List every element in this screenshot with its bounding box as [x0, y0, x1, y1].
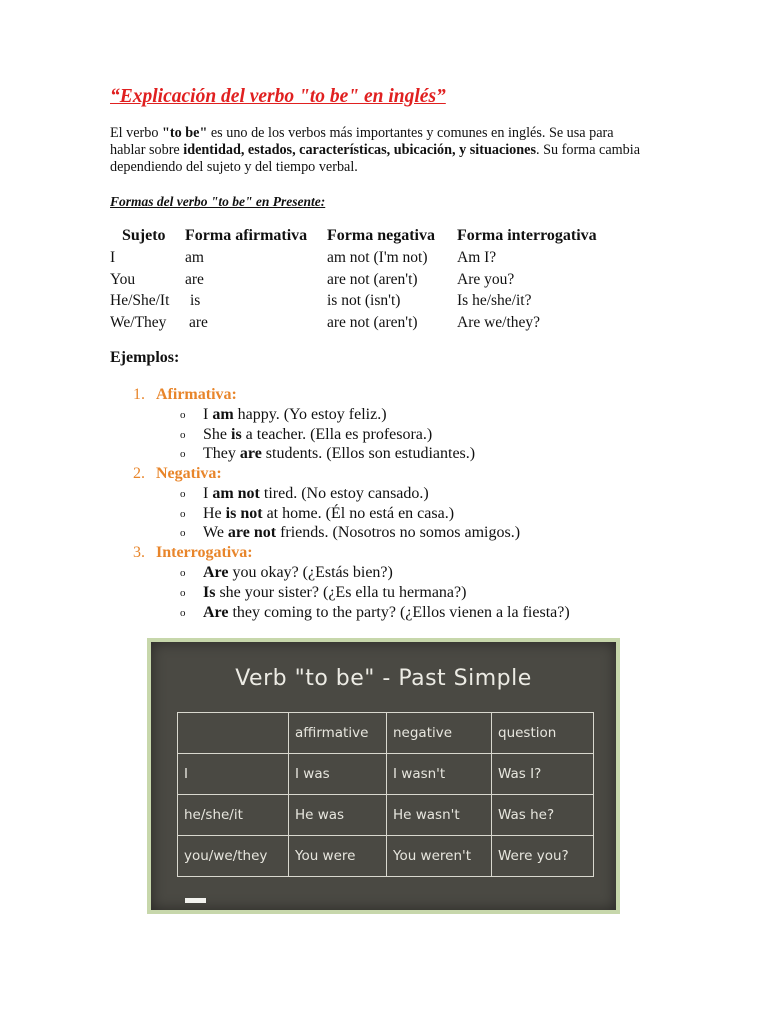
intro-text-2: es uno de los verbos más importantes y comunes en inglés. Se usa para hablar sobre — [110, 125, 614, 158]
conjugation-row — [110, 292, 670, 314]
table-row — [178, 836, 594, 877]
conjugation-row — [110, 314, 670, 336]
chalkboard-image — [147, 638, 620, 914]
example-text: she your sister? (¿Es ella tu hermana?) — [215, 583, 467, 601]
example-verb: Are — [203, 564, 229, 582]
cell-subject: We/They — [110, 313, 167, 331]
examples-heading: Ejemplos: — [110, 349, 180, 366]
intro-paragraph — [110, 125, 650, 176]
table-cell: Was he? — [492, 795, 594, 836]
example-text: I — [203, 406, 213, 423]
table-cell: I was — [289, 754, 387, 795]
category-number: 1. — [133, 386, 145, 403]
list-item — [110, 524, 690, 544]
example-text: a teacher. (Ella es profesora.) — [241, 425, 433, 443]
cell-subject: You — [110, 270, 136, 288]
table-cell: you/we/they — [178, 836, 289, 877]
cell-affirmative: are — [189, 313, 208, 331]
cell-interrogative: Is he/she/it? — [457, 292, 532, 309]
table-header-cell: negative — [387, 713, 492, 754]
conjugation-row — [110, 271, 670, 293]
table-header-cell: question — [492, 713, 594, 754]
example-verb: is — [231, 425, 242, 443]
table-cell: You weren't — [387, 836, 492, 877]
bullet-icon: o — [180, 428, 186, 441]
chalk-piece — [185, 898, 206, 903]
example-text: He — [203, 504, 226, 522]
table-cell: He was — [289, 795, 387, 836]
table-cell: Was I? — [492, 754, 594, 795]
category-label: Negativa: — [156, 465, 222, 483]
example-verb: am — [212, 406, 234, 423]
example-category — [110, 544, 690, 564]
bullet-icon: o — [180, 567, 186, 580]
table-header-cell — [178, 713, 289, 754]
category-number: 2. — [133, 465, 145, 483]
cell-affirmative: are — [185, 270, 204, 288]
bullet-icon: o — [180, 488, 186, 501]
example-text: They — [203, 445, 240, 463]
intro-bold-2: identidad, estados, características, ubicación, y situaciones — [183, 142, 536, 158]
table-cell: I — [178, 754, 289, 795]
cell-affirmative: am — [185, 249, 204, 266]
intro-text-3: . Su forma cambia dependiendo del sujeto y del tiempo verbal. — [110, 142, 641, 175]
conjugation-row — [110, 249, 670, 271]
bullet-icon: o — [180, 409, 186, 421]
list-item — [110, 445, 690, 465]
present-forms-heading: Formas del verbo "to be" en Presente: — [110, 194, 326, 209]
cell-negative: am not (I'm not) — [327, 249, 428, 266]
list-item — [110, 426, 690, 446]
cell-subject: He/She/It — [110, 292, 170, 309]
table-cell: He wasn't — [387, 795, 492, 836]
table-cell: I wasn't — [387, 754, 492, 795]
header-subject: Sujeto — [122, 227, 166, 244]
chalkboard — [151, 642, 616, 910]
table-row — [178, 754, 594, 795]
cell-negative: is not (isn't) — [327, 292, 401, 309]
examples-list — [110, 386, 690, 623]
table-cell: he/she/it — [178, 795, 289, 836]
example-text: She — [203, 425, 231, 443]
intro-bold-1: "to be" — [162, 125, 208, 141]
example-text: they coming to the party? (¿Ellos vienen a la fiesta?) — [228, 603, 570, 621]
list-item — [110, 584, 690, 604]
category-label: Afirmativa: — [156, 386, 237, 403]
present-conjugation-table — [110, 227, 670, 335]
cell-interrogative: Am I? — [457, 249, 497, 266]
intro-text-1: El verbo — [110, 125, 163, 141]
table-header-row — [178, 713, 594, 754]
example-verb: are — [239, 445, 262, 463]
bullet-icon: o — [180, 527, 186, 540]
list-item — [110, 604, 690, 624]
example-text: friends. (Nosotros no somos amigos.) — [276, 524, 521, 542]
example-verb: Is — [203, 583, 216, 601]
example-text: at home. (Él no está en casa.) — [262, 504, 455, 522]
cell-interrogative: Are you? — [457, 270, 515, 288]
header-negative: Forma negativa — [327, 227, 435, 244]
list-item — [110, 564, 690, 584]
cell-interrogative: Are we/they? — [457, 313, 541, 331]
example-verb: Are — [203, 603, 229, 621]
example-text: students. (Ellos son estudiantes.) — [261, 445, 476, 463]
example-category — [110, 386, 690, 406]
cell-subject: I — [110, 249, 116, 266]
table-cell: You were — [289, 836, 387, 877]
bullet-icon: o — [180, 586, 186, 599]
example-verb: am not — [212, 485, 260, 503]
category-label: Interrogativa: — [156, 544, 253, 562]
chalkboard-title: Verb "to be" - Past Simple — [235, 666, 532, 691]
example-verb: are not — [227, 524, 277, 542]
example-text: I — [203, 485, 213, 503]
example-text: We — [203, 524, 228, 542]
example-verb: is not — [225, 504, 263, 522]
example-text: you okay? (¿Estás bien?) — [228, 564, 393, 582]
category-number: 3. — [133, 544, 145, 562]
example-text: tired. (No estoy cansado.) — [259, 485, 429, 503]
example-category — [110, 465, 690, 485]
list-item — [110, 485, 690, 505]
document-title: “Explicación del verbo "to be" en inglés” — [110, 86, 446, 107]
past-simple-table — [177, 712, 594, 877]
cell-affirmative: is — [190, 292, 201, 309]
conjugation-header-row — [110, 227, 670, 249]
example-text: happy. (Yo estoy feliz.) — [233, 406, 387, 423]
table-header-cell: affirmative — [289, 713, 387, 754]
bullet-icon: o — [180, 448, 186, 461]
bullet-icon: o — [180, 606, 186, 619]
table-row — [178, 795, 594, 836]
list-item — [110, 406, 690, 426]
header-affirmative: Forma afirmativa — [185, 227, 308, 244]
table-cell: Were you? — [492, 836, 594, 877]
cell-negative: are not (aren't) — [327, 313, 418, 331]
cell-negative: are not (aren't) — [327, 270, 418, 288]
bullet-icon: o — [180, 507, 186, 520]
header-interrogative: Forma interrogativa — [457, 227, 597, 244]
list-item — [110, 505, 690, 525]
